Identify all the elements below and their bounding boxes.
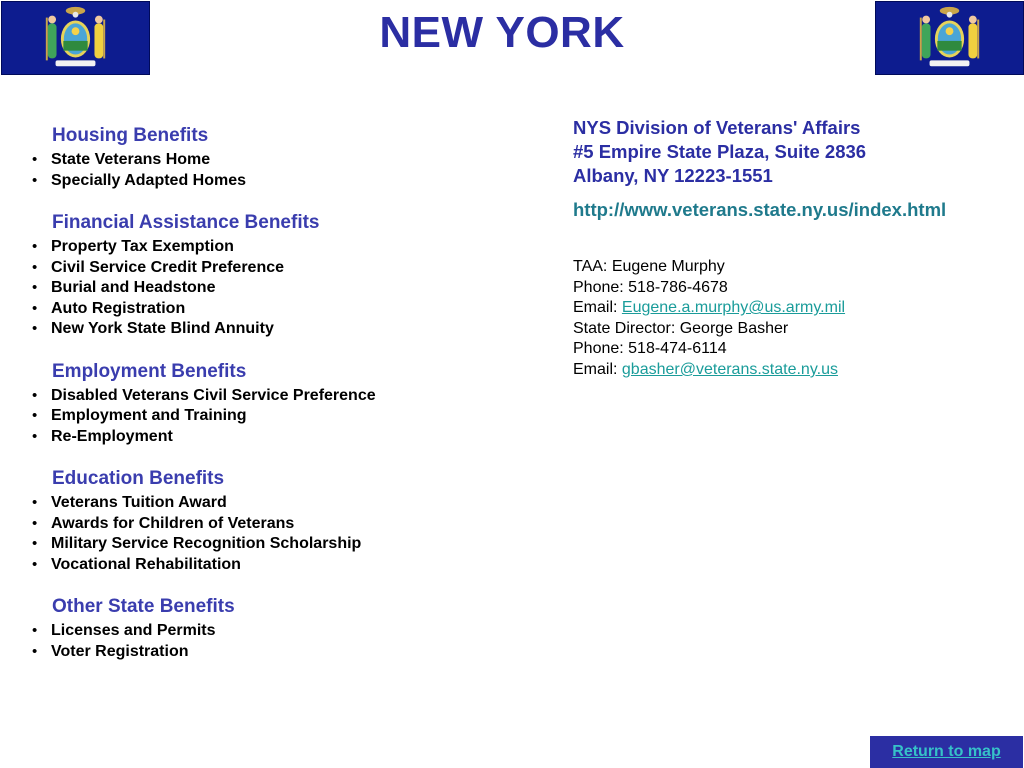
return-to-map-button[interactable]: Return to map bbox=[870, 736, 1023, 768]
director-email-row bbox=[573, 360, 993, 381]
website-link[interactable]: http://www.veterans.state.ny.us/index.html bbox=[573, 199, 947, 220]
taa-email-row bbox=[573, 298, 993, 319]
section-heading: Employment Benefits bbox=[52, 360, 247, 382]
benefit-item: • Civil Service Credit Preference bbox=[28, 258, 508, 279]
benefit-section bbox=[28, 360, 508, 448]
org-name: NYS Division of Veterans' Affairs bbox=[573, 117, 861, 138]
taa-phone: Phone: 518-786-4678 bbox=[573, 278, 728, 296]
email-label: Email: bbox=[573, 360, 622, 378]
benefit-section bbox=[28, 595, 508, 662]
section-heading: Other State Benefits bbox=[52, 596, 235, 617]
benefit-item: • Licenses and Permits bbox=[28, 621, 508, 642]
benefit-item: • Specially Adapted Homes bbox=[28, 171, 508, 192]
section-heading: Housing Benefits bbox=[52, 125, 209, 146]
benefit-item: • Employment and Training bbox=[28, 406, 508, 427]
section-heading: Education Benefits bbox=[52, 468, 225, 489]
benefit-section bbox=[28, 211, 508, 340]
benefit-item: • Re-Employment bbox=[28, 427, 508, 448]
taa-email-link[interactable]: Eugene.a.murphy@us.army.mil bbox=[621, 299, 846, 317]
benefit-item: • New York State Blind Annuity bbox=[28, 319, 508, 340]
contact-block bbox=[573, 116, 993, 381]
section-heading: Financial Assistance Benefits bbox=[52, 212, 320, 233]
benefit-item: • Veterans Tuition Award bbox=[28, 493, 508, 514]
email-label: Email: bbox=[573, 299, 622, 317]
org-address: #5 Empire State Plaza, Suite 2836 bbox=[573, 141, 867, 162]
benefit-section bbox=[28, 467, 508, 575]
benefit-item: • Voter Registration bbox=[28, 642, 508, 663]
benefit-item: • Military Service Recognition Scholarship bbox=[28, 534, 508, 555]
benefit-item: • Property Tax Exemption bbox=[28, 237, 508, 258]
director-name: State Director: George Basher bbox=[573, 319, 789, 337]
benefit-item: • Auto Registration bbox=[28, 299, 508, 320]
director-phone: Phone: 518-474-6114 bbox=[573, 340, 727, 358]
director-email-link[interactable]: gbasher@veterans.state.ny.us bbox=[621, 360, 838, 378]
benefit-item: • Disabled Veterans Civil Service Preference bbox=[28, 386, 508, 407]
benefit-item: • Burial and Headstone bbox=[28, 278, 508, 299]
benefit-item: • Awards for Children of Veterans bbox=[28, 514, 508, 535]
contact-people bbox=[573, 257, 993, 381]
benefit-item: • State Veterans Home bbox=[28, 150, 508, 171]
benefits-list bbox=[28, 124, 508, 682]
taa-name: TAA: Eugene Murphy bbox=[573, 258, 725, 275]
benefit-section bbox=[28, 124, 508, 191]
benefit-item: • Vocational Rehabilitation bbox=[28, 555, 508, 576]
page-title: NEW YORK bbox=[379, 8, 625, 57]
org-city: Albany, NY 12223-1551 bbox=[573, 165, 773, 186]
